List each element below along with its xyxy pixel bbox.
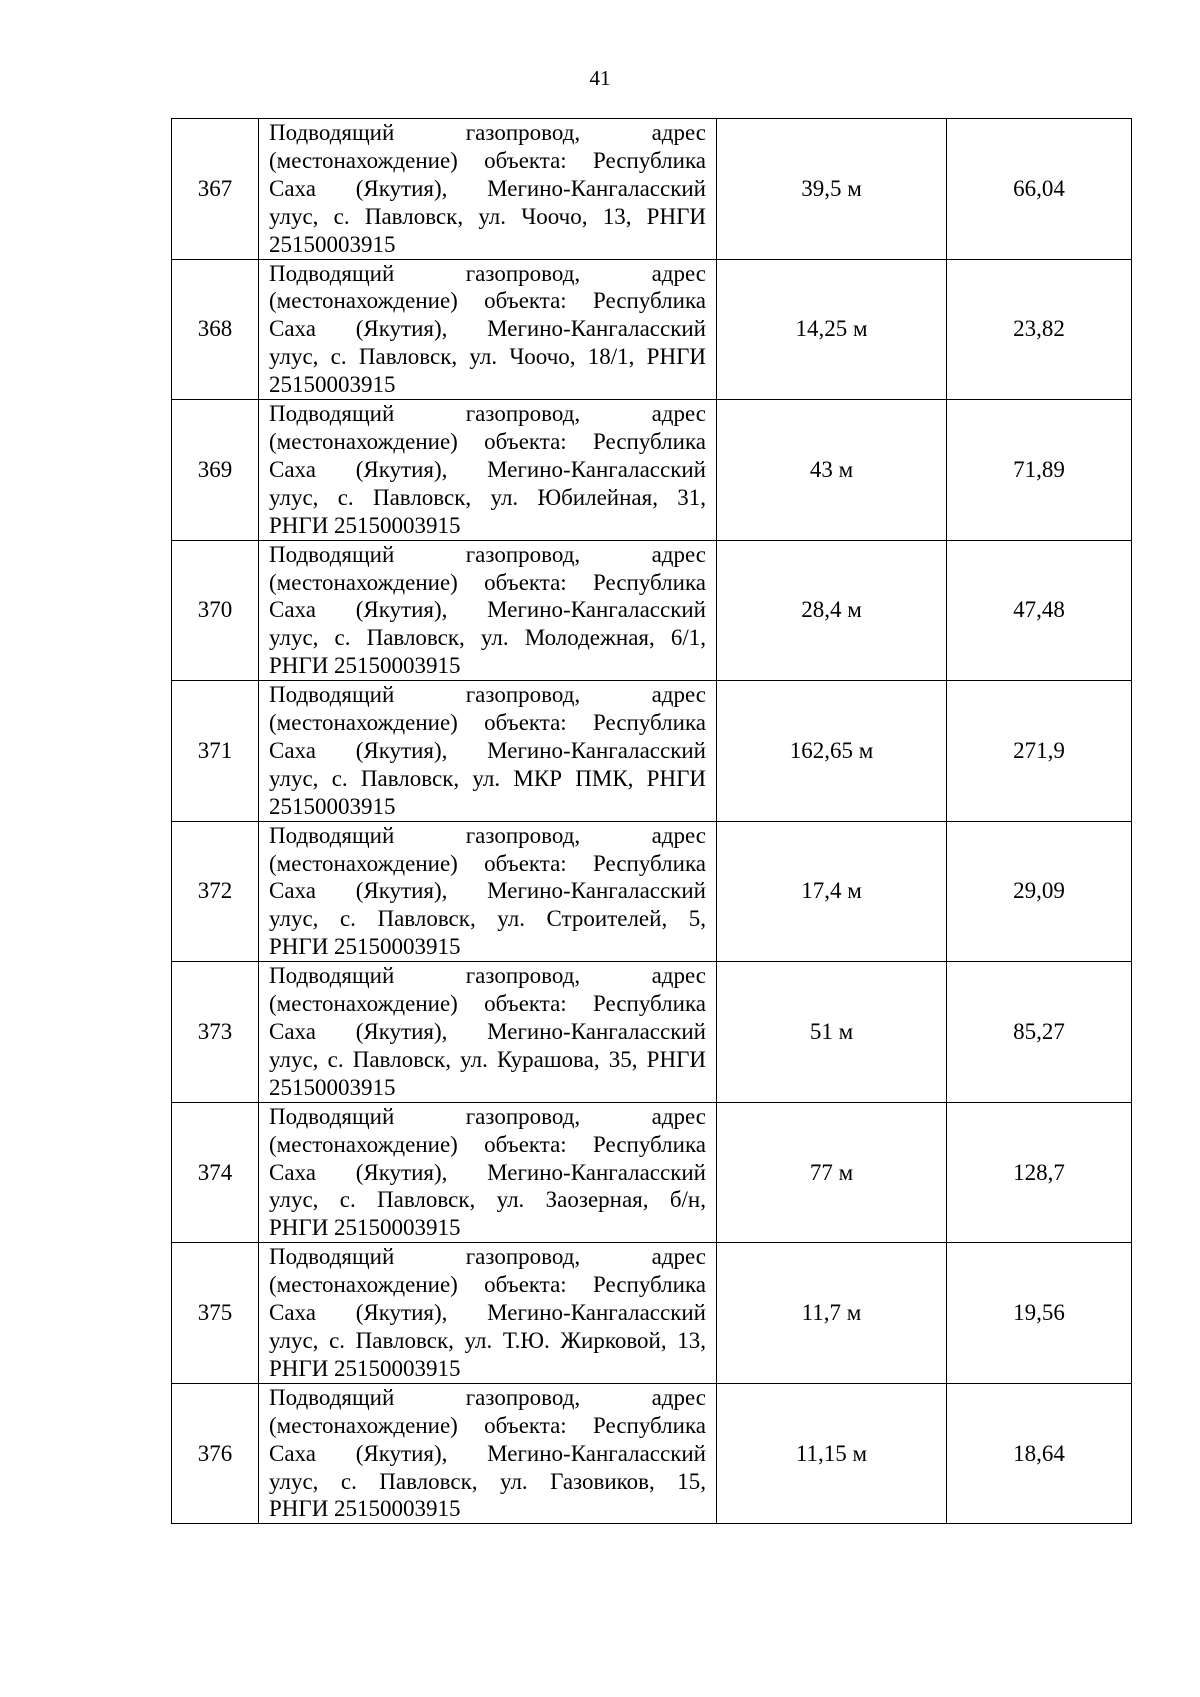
value-cell: 19,56 — [947, 1243, 1132, 1384]
page-number: 41 — [589, 66, 611, 90]
description-line: (местонахождение) объекта: Республика — [269, 569, 706, 595]
row-number-cell: 373 — [172, 962, 259, 1103]
description-line: Саха (Якутия), Мегино-Кангаласский — [269, 597, 706, 623]
description-line: Подводящий газопровод, адрес — [269, 260, 706, 286]
description-line: РНГИ 25150003915 — [269, 934, 461, 960]
row-number-cell: 368 — [172, 259, 259, 400]
description-line: (местонахождение) объекта: Республика — [269, 428, 706, 454]
length-cell: 43 м — [717, 400, 947, 541]
description-line: Подводящий газопровод, адрес — [269, 1103, 706, 1129]
description-line: улус, с. Павловск, ул. Чоочо, 18/1, РНГИ — [269, 344, 706, 370]
description-line: РНГИ 25150003915 — [269, 1355, 461, 1381]
value-cell: 271,9 — [947, 681, 1132, 822]
row-number-cell: 369 — [172, 400, 259, 541]
description-line: (местонахождение) объекта: Республика — [269, 1272, 706, 1298]
object-description-cell — [259, 962, 717, 1103]
description-line: Подводящий газопровод, адрес — [269, 1244, 706, 1270]
description-line: Саха (Якутия), Мегино-Кангаласский — [269, 1019, 706, 1044]
description-line: Саха (Якутия), Мегино-Кангаласский — [269, 175, 706, 201]
description-line: улус, с. Павловск, ул. Т.Ю. Жирковой, 13, — [269, 1327, 706, 1353]
description-line: (местонахождение) объекта: Республика — [269, 991, 706, 1017]
table-row — [172, 119, 1132, 260]
description-line: (местонахождение) объекта: Республика — [269, 850, 706, 876]
description-line: Подводящий газопровод, адрес — [269, 541, 706, 567]
value-cell: 47,48 — [947, 540, 1132, 681]
object-description-cell — [259, 400, 717, 541]
value-cell: 29,09 — [947, 821, 1132, 962]
description-line: Подводящий газопровод, адрес — [269, 120, 706, 145]
description-line: Саха (Якутия), Мегино-Кангаласский — [269, 456, 706, 482]
length-cell: 39,5 м — [717, 119, 947, 260]
description-line: Саха (Якутия), Мегино-Кангаласский — [269, 316, 706, 342]
object-description-cell — [259, 259, 717, 400]
value-cell: 66,04 — [947, 119, 1132, 260]
description-line: 25150003915 — [269, 231, 396, 257]
row-number-cell: 371 — [172, 681, 259, 822]
row-number-cell: 370 — [172, 540, 259, 681]
object-description-cell — [259, 540, 717, 681]
length-cell: 11,7 м — [717, 1243, 947, 1384]
value-cell: 23,82 — [947, 259, 1132, 400]
table-row — [172, 540, 1132, 681]
value-cell: 128,7 — [947, 1102, 1132, 1243]
table-row — [172, 1102, 1132, 1243]
length-cell: 51 м — [717, 962, 947, 1103]
description-line: улус, с. Павловск, ул. Курашова, 35, РНГИ — [269, 1046, 706, 1072]
description-line: улус, с. Павловск, ул. МКР ПМК, РНГИ — [269, 765, 706, 791]
table-row — [172, 400, 1132, 541]
table-row — [172, 259, 1132, 400]
description-line: Саха (Якутия), Мегино-Кангаласский — [269, 1300, 706, 1326]
length-cell: 17,4 м — [717, 821, 947, 962]
description-line: Подводящий газопровод, адрес — [269, 401, 706, 427]
description-line: (местонахождение) объекта: Республика — [269, 1131, 706, 1157]
table-row — [172, 681, 1132, 822]
row-number-cell: 367 — [172, 119, 259, 260]
description-line: (местонахождение) объекта: Республика — [269, 147, 706, 173]
description-line: Подводящий газопровод, адрес — [269, 1384, 706, 1410]
description-line: (местонахождение) объекта: Республика — [269, 1412, 706, 1438]
description-line: улус, с. Павловск, ул. Строителей, 5, — [269, 906, 706, 932]
description-line: РНГИ 25150003915 — [269, 512, 461, 538]
row-number-cell: 376 — [172, 1383, 259, 1524]
row-number-cell: 374 — [172, 1102, 259, 1243]
value-cell: 71,89 — [947, 400, 1132, 541]
description-line: Саха (Якутия), Мегино-Кангаласский — [269, 878, 706, 904]
object-description-cell — [259, 1243, 717, 1384]
object-description-cell — [259, 119, 717, 260]
description-line: РНГИ 25150003915 — [269, 653, 461, 679]
table-row — [172, 1383, 1132, 1524]
description-line: (местонахождение) объекта: Республика — [269, 288, 706, 314]
description-line: 25150003915 — [269, 793, 396, 819]
object-description-cell — [259, 1102, 717, 1243]
object-description-cell — [259, 1383, 717, 1524]
row-number-cell: 375 — [172, 1243, 259, 1384]
registry-table — [171, 118, 1132, 1524]
value-cell: 85,27 — [947, 962, 1132, 1103]
description-line: улус, с. Павловск, ул. Чоочо, 13, РНГИ — [269, 203, 706, 229]
object-description-cell — [259, 681, 717, 822]
description-line: РНГИ 25150003915 — [269, 1496, 461, 1522]
description-line: Саха (Якутия), Мегино-Кангаласский — [269, 737, 706, 763]
description-line: Подводящий газопровод, адрес — [269, 963, 706, 989]
description-line: улус, с. Павловск, ул. Молодежная, 6/1, — [269, 625, 706, 651]
length-cell: 28,4 м — [717, 540, 947, 681]
table-row — [172, 1243, 1132, 1384]
table-row — [172, 821, 1132, 962]
description-line: Саха (Якутия), Мегино-Кангаласский — [269, 1440, 706, 1466]
length-cell: 14,25 м — [717, 259, 947, 400]
table-row — [172, 962, 1132, 1103]
description-line: Подводящий газопровод, адрес — [269, 822, 706, 848]
description-line: улус, с. Павловск, ул. Заозерная, б/н, — [269, 1187, 706, 1213]
object-description-cell — [259, 821, 717, 962]
description-line: 25150003915 — [269, 1074, 396, 1100]
value-cell: 18,64 — [947, 1383, 1132, 1524]
description-line: РНГИ 25150003915 — [269, 1215, 461, 1241]
description-line: Подводящий газопровод, адрес — [269, 682, 706, 708]
description-line: улус, с. Павловск, ул. Юбилейная, 31, — [269, 484, 706, 510]
length-cell: 162,65 м — [717, 681, 947, 822]
description-line: (местонахождение) объекта: Республика — [269, 710, 706, 736]
description-line: 25150003915 — [269, 372, 396, 398]
description-line: улус, с. Павловск, ул. Газовиков, 15, — [269, 1468, 706, 1494]
registry-table-body — [172, 119, 1132, 1524]
length-cell: 77 м — [717, 1102, 947, 1243]
description-line: Саха (Якутия), Мегино-Кангаласский — [269, 1159, 706, 1185]
length-cell: 11,15 м — [717, 1383, 947, 1524]
row-number-cell: 372 — [172, 821, 259, 962]
